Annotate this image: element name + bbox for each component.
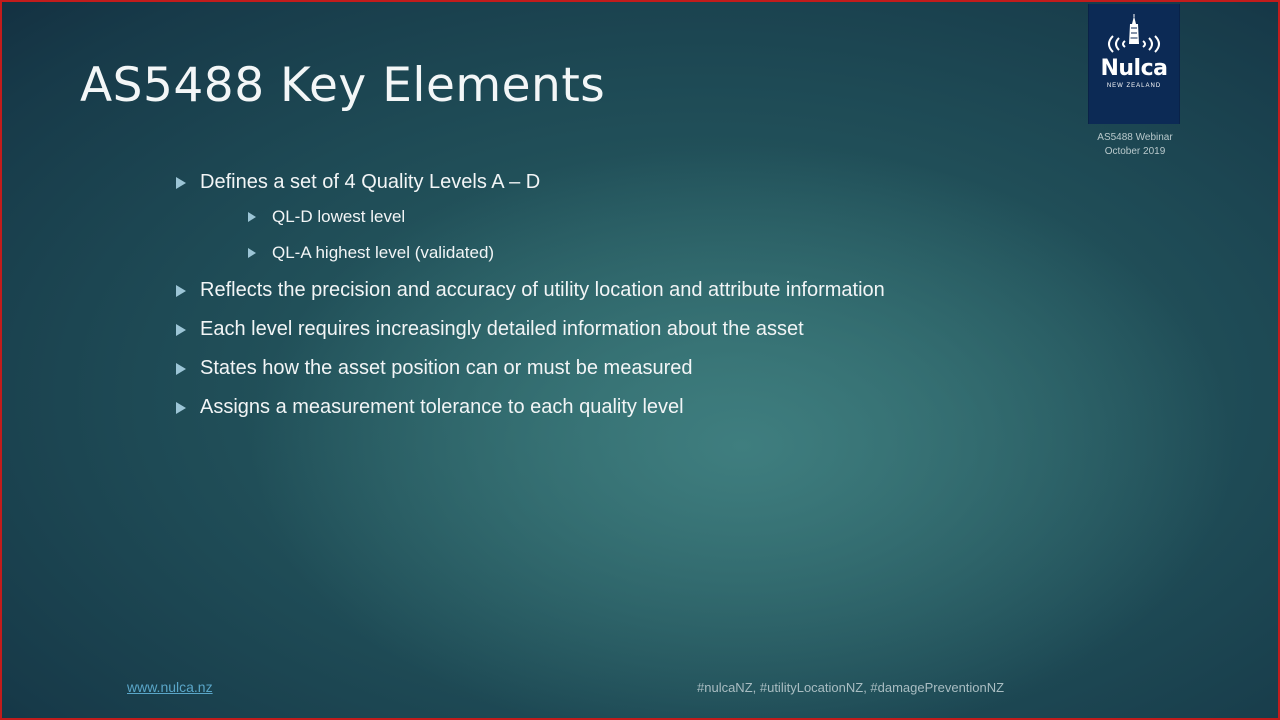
bullet-arrow-icon: [176, 324, 186, 336]
slide-title: AS5488 Key Elements: [80, 58, 606, 113]
sub-bullet-item: [248, 206, 936, 228]
bullet-list: [176, 170, 936, 434]
bullet-arrow-icon: [248, 212, 256, 222]
bullet-item: [176, 170, 936, 264]
bullet-arrow-icon: [176, 402, 186, 414]
nulca-logo: [1088, 4, 1180, 124]
event-title: AS5488 Webinar: [1097, 132, 1173, 143]
bullet-item: [176, 356, 936, 381]
slide: [2, 2, 1278, 718]
bullet-arrow-icon: [176, 177, 186, 189]
bullet-arrow-icon: [176, 285, 186, 297]
nulca-tower-waves-icon: [1103, 14, 1165, 56]
sub-bullet-text: QL-A highest level (validated): [272, 243, 495, 262]
bullet-text: Each level requires increasingly detailed information about the asset: [200, 318, 804, 340]
hashtags: #nulcaNZ, #utilityLocationNZ, #damagePreventionNZ: [697, 680, 1005, 695]
sub-bullet-item: [248, 242, 936, 264]
bullet-item: [176, 278, 936, 303]
bullet-text: Reflects the precision and accuracy of utility location and attribute information: [200, 279, 885, 301]
bullet-text: Assigns a measurement tolerance to each quality level: [200, 396, 684, 418]
sub-bullet-text: QL-D lowest level: [272, 207, 406, 226]
sub-bullet-list: [248, 206, 936, 264]
logo-subtitle: NEW ZEALAND: [1106, 83, 1162, 89]
logo-name: Nulca: [1100, 56, 1168, 81]
bullet-arrow-icon: [176, 363, 186, 375]
event-date: October 2019: [1104, 146, 1166, 157]
event-info: [1080, 131, 1190, 159]
bullet-item: [176, 395, 936, 420]
bullet-arrow-icon: [248, 248, 256, 258]
bullet-text: States how the asset position can or must be measured: [200, 357, 693, 379]
website-link[interactable]: www.nulca.nz: [127, 679, 213, 695]
bullet-text: Defines a set of 4 Quality Levels A – D: [200, 171, 541, 193]
bullet-item: [176, 317, 936, 342]
